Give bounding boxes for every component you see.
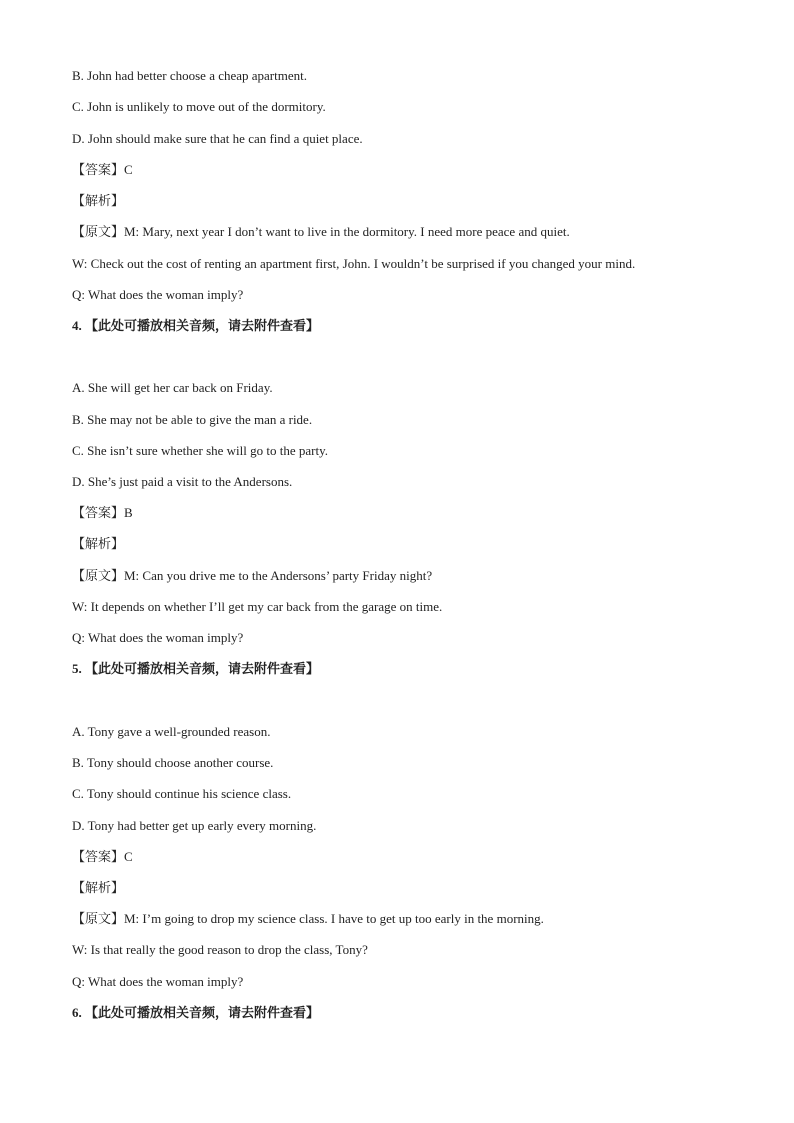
transcript-m-q5: 【原文】M: I’m going to drop my science class. I have to get up too early in the morning. <box>72 911 544 926</box>
option-d-q4: D. She’s just paid a visit to the Andersons. <box>72 474 293 489</box>
question-4-audio: 4. 【此处可播放相关音频，请去附件查看】 <box>72 318 320 333</box>
transcript-m-q3: 【原文】M: Mary, next year I don’t want to live in the dormitory. I need more peace and quiet. <box>72 224 570 239</box>
analysis-q3: 【解析】 <box>72 193 125 208</box>
transcript-q-q5: Q: What does the woman imply? <box>72 974 244 989</box>
option-a-q5: A. Tony gave a well-grounded reason. <box>72 724 271 739</box>
transcript-m-q4: 【原文】M: Can you drive me to the Andersons’ party Friday night? <box>72 568 433 583</box>
option-d-q3: D. John should make sure that he can find a quiet place. <box>72 131 363 146</box>
answer-q4: 【答案】B <box>72 505 133 520</box>
transcript-w-q4: W: It depends on whether I’ll get my car back from the garage on time. <box>72 599 443 614</box>
option-b-q4: B. She may not be able to give the man a ride. <box>72 412 313 427</box>
answer-q5: 【答案】C <box>72 849 133 864</box>
transcript-w-q5: W: Is that really the good reason to drop the class, Tony? <box>72 942 368 957</box>
option-c-q4: C. She isn’t sure whether she will go to the party. <box>72 443 328 458</box>
analysis-q5: 【解析】 <box>72 880 125 895</box>
analysis-q4: 【解析】 <box>72 536 125 551</box>
question-5-audio: 5. 【此处可播放相关音频，请去附件查看】 <box>72 661 320 676</box>
option-d-q5: D. Tony had better get up early every morning. <box>72 818 317 833</box>
question-6-audio: 6. 【此处可播放相关音频，请去附件查看】 <box>72 1005 320 1020</box>
transcript-w-q3: W: Check out the cost of renting an apartment first, John. I wouldn’t be surprised if you changed your mind. <box>72 256 636 271</box>
option-c-q5: C. Tony should continue his science class. <box>72 786 292 801</box>
answer-q3: 【答案】C <box>72 162 133 177</box>
option-b-q3: B. John had better choose a cheap apartment. <box>72 68 307 83</box>
transcript-q-q3: Q: What does the woman imply? <box>72 287 244 302</box>
option-c-q3: C. John is unlikely to move out of the dormitory. <box>72 99 326 114</box>
option-b-q5: B. Tony should choose another course. <box>72 755 274 770</box>
option-a-q4: A. She will get her car back on Friday. <box>72 380 273 395</box>
transcript-q-q4: Q: What does the woman imply? <box>72 630 244 645</box>
